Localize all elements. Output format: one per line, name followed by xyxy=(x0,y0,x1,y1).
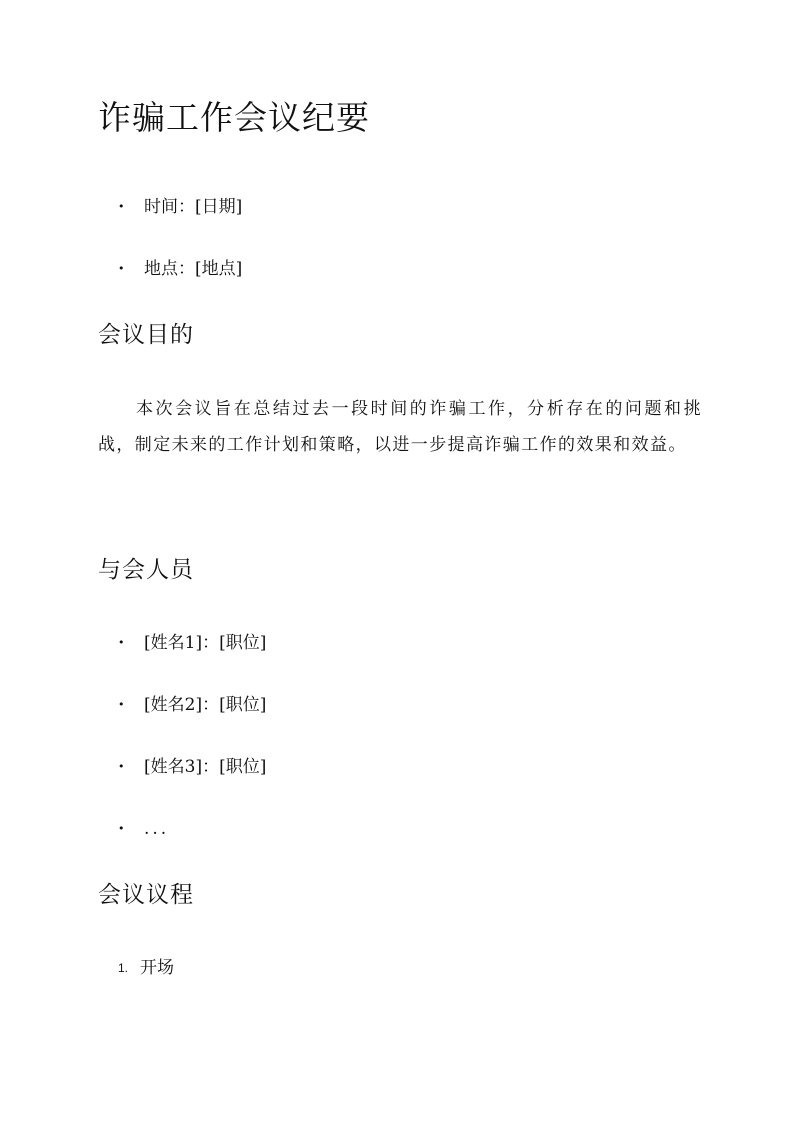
bullet-icon: • xyxy=(118,698,125,711)
document-title: 诈骗工作会议纪要 xyxy=(98,98,370,137)
bullet-icon: • xyxy=(118,760,125,773)
agenda-item xyxy=(118,955,174,981)
section-heading-purpose: 会议目的 xyxy=(98,322,194,348)
meta-item-text: 地点：[地点] xyxy=(144,259,243,279)
attendee-item xyxy=(118,692,266,718)
bullet-icon: • xyxy=(118,200,125,213)
attendee-item xyxy=(118,816,169,842)
attendee-text: [姓名1]：[职位] xyxy=(144,633,267,653)
attendee-text: [姓名2]：[职位] xyxy=(144,695,267,715)
meta-item-location xyxy=(118,256,242,282)
section-heading-attendees: 与会人员 xyxy=(98,557,194,583)
meta-item-time xyxy=(118,194,242,220)
bullet-icon: • xyxy=(118,636,125,649)
attendee-text: [姓名3]：[职位] xyxy=(144,757,267,777)
agenda-item-text: 开场 xyxy=(140,958,174,978)
meta-item-text: 时间：[日期] xyxy=(144,197,243,217)
bullet-icon: • xyxy=(118,822,125,835)
attendee-item xyxy=(118,754,266,780)
agenda-item-number: 1. xyxy=(118,961,129,975)
bullet-icon: • xyxy=(118,262,125,275)
attendee-text: ... xyxy=(144,819,170,839)
purpose-paragraph: 本次会议旨在总结过去一段时间的诈骗工作，分析存在的问题和挑战，制定未来的工作计划和策略，以进一步提高诈骗工作的效果和效益。 xyxy=(98,399,702,455)
section-heading-agenda: 会议议程 xyxy=(98,882,194,908)
attendee-item xyxy=(118,630,266,656)
